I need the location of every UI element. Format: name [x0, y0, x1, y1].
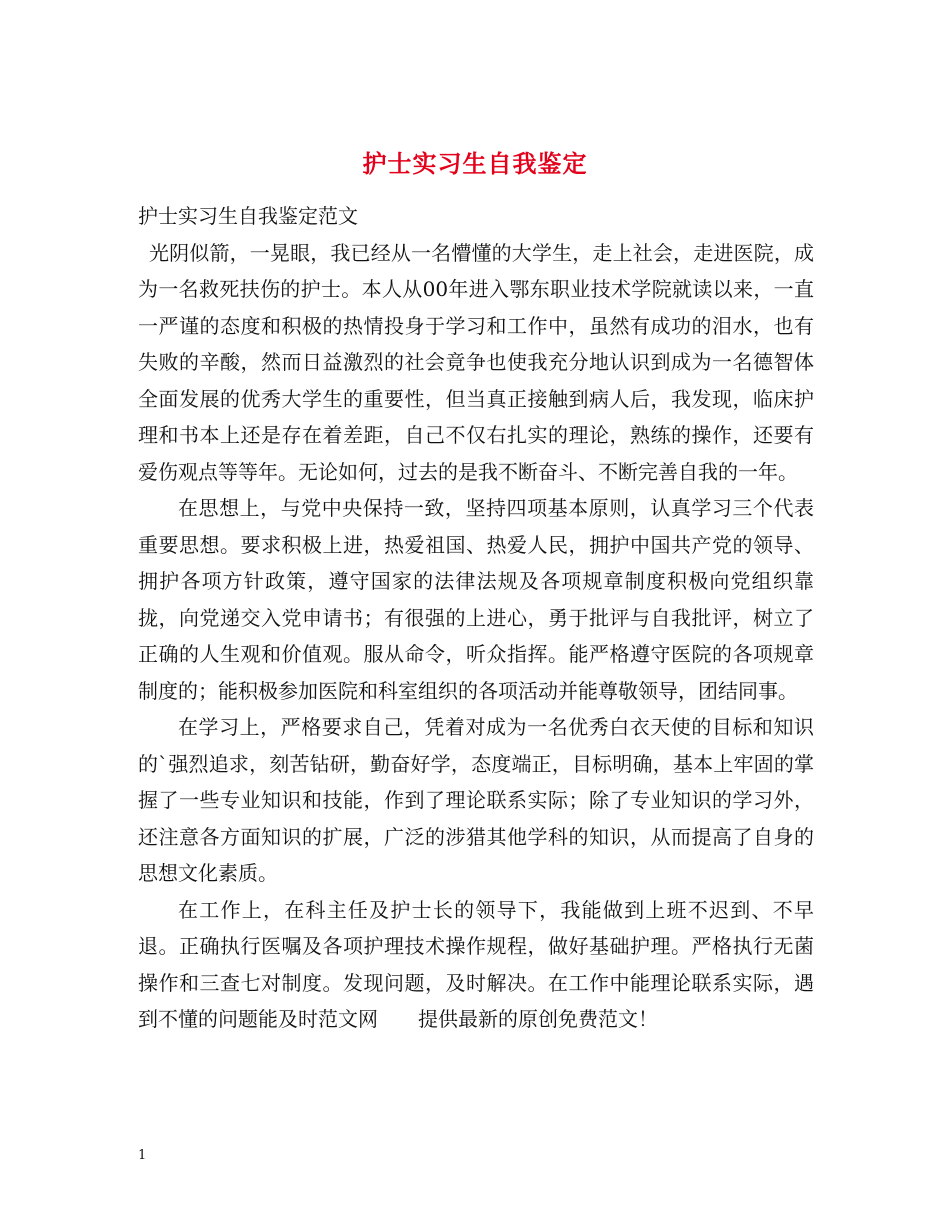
document-body [138, 198, 814, 1038]
page-number: 1 [138, 1148, 147, 1163]
paragraph-work: 在工作上，在科主任及护士长的领导下，我能做到上班不迟到、不早退。正确执行医嘱及各项护理技术操作规程，做好基础护理。严格执行无菌操作和三查七对制度。发现问题，及时解决。在工作中能理论联系实际，遇到不懂的问题能及时范文网 提供最新的原创免费范文！ [138, 897, 814, 1031]
paragraph-study: 在学习上，严格要求自己，凭着对成为一名优秀白衣天使的目标和知识的`强烈追求，刻苦钻研，勤奋好学，态度端正，目标明确，基本上牢固的掌握了一些专业知识和技能，作到了理论联系实际；除了专业知识的学习外，还注意各方面知识的扩展，广泛的涉猎其他学科的知识，从而提高了自身的思想文化素质。 [138, 715, 814, 885]
paragraph-thought: 在思想上，与党中央保持一致，坚持四项基本原则，认真学习三个代表重要思想。要求积极上进，热爱祖国、热爱人民，拥护中国共产党的领导、拥护各项方针政策，遵守国家的法律法规及各项规章制度积极向党组织靠拢，向党递交入党申请书；有很强的上进心，勇于批评与自我批评，树立了正确的人生观和价值观。服从命令，听众指挥。能严格遵守医院的各项规章制度的；能积极参加医院和科室组织的各项活动并能尊敬领导，团结同事。 [138, 496, 814, 703]
paragraph-intro: 光阴似箭，一晃眼，我已经从一名懵懂的大学生，走上社会，走进医院，成为一名救死扶伤的护士。本人从00年进入鄂东职业技术学院就读以来，一直一严谨的态度和积极的热情投身于学习和工作中，虽然有成功的泪水，也有失败的辛酸，然而日益激烈的社会竟争也使我充分地认识到成为一名德智体全面发展的优秀大学生的重要性，但当真正接触到病人后，我发现，临床护理和书本上还是存在着差距，自己不仅右扎实的理论，熟练的操作，还要有爱伤观点等等年。无论如何，过去的是我不断奋斗、不断完善自我的一年。 [138, 240, 814, 484]
document-subtitle: 护士实习生自我鉴定范文 [138, 204, 358, 228]
page-title: 护士实习生自我鉴定 [362, 149, 588, 179]
